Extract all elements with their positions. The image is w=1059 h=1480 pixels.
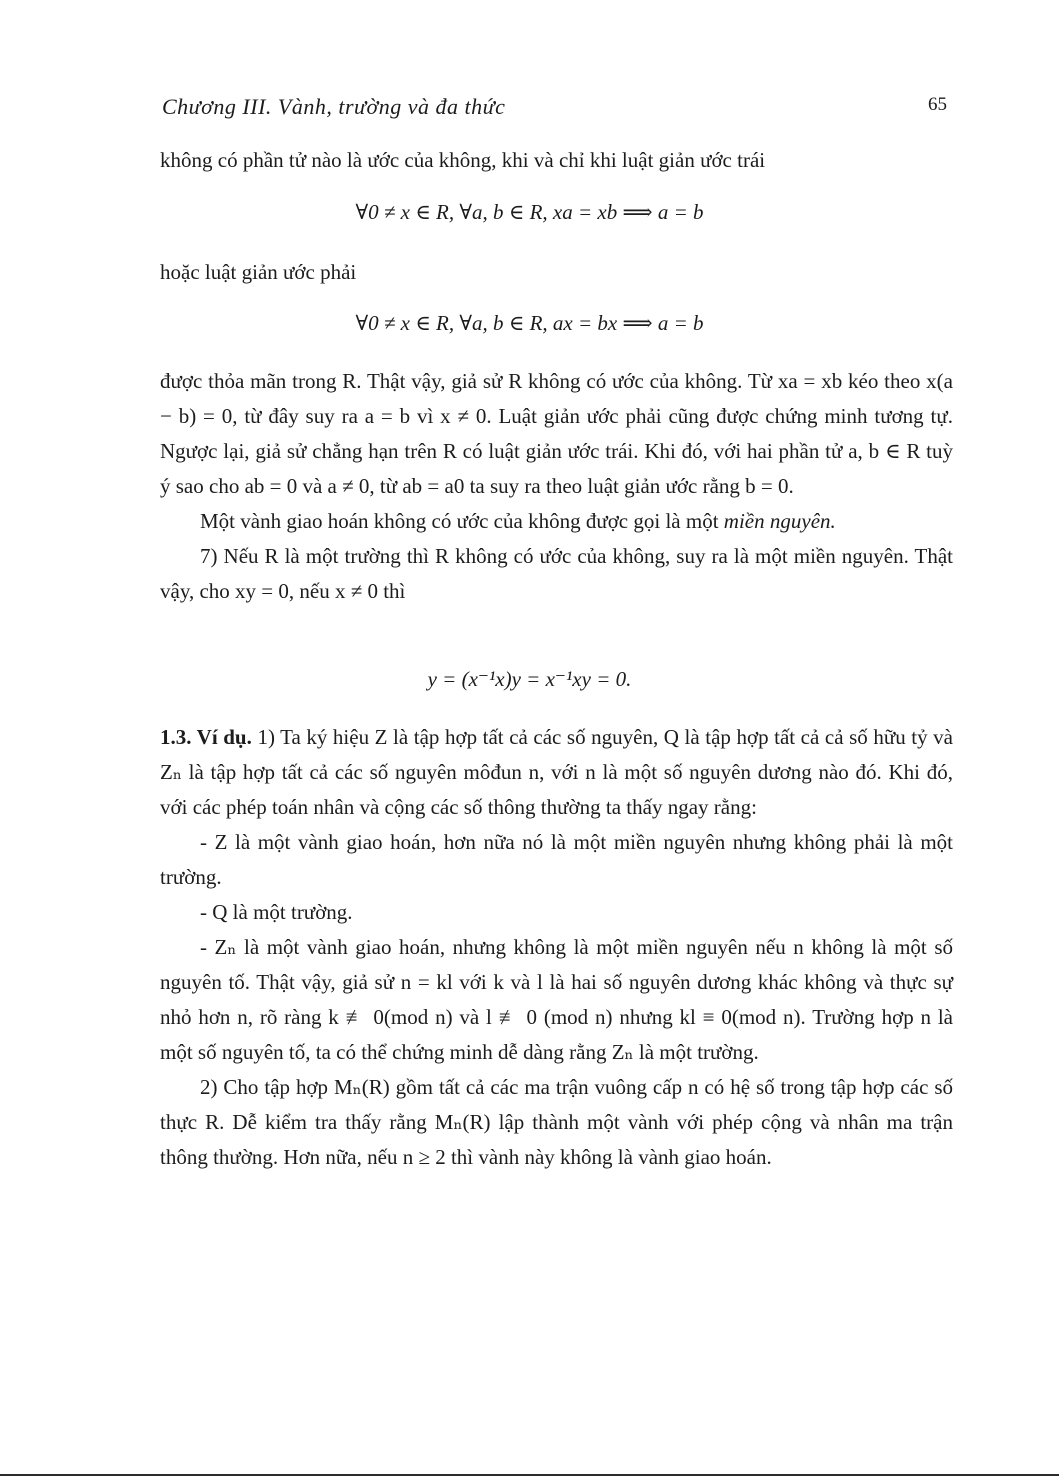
proof-paragraph: được thỏa mãn trong R. Thật vậy, giả sử R không có ước của không. Từ xa = xb kéo theo x(a − b) = 0, từ đây suy ra a = b vì x ≠ 0. Luật giản ước phải cũng được chứng minh tương tự. Ngược lại, giả sử chẳng hạn trên R có luật giản ước trái. Khi đó, với hai phần tử a, b ∈ R tuỳ ý sao cho ab = 0 và a ≠ 0, từ ab = a0 ta suy ra theo luật giản ước rằng b = 0. bbox=[160, 369, 953, 498]
or-text: hoặc luật giản ước phải bbox=[160, 260, 357, 284]
page-number: 65 bbox=[928, 94, 947, 115]
example-2-paragraph: 2) Cho tập hợp Mₙ(R) gồm tất cả các ma trận vuông cấp n có hệ số trong tập hợp các số thực R. Dễ kiểm tra thấy rằng Mₙ(R) lập thành một vành với phép cộng và nhân ma trận thông thường. Hơn nữa, nếu n ≥ 2 thì vành này không là vành giao hoán. bbox=[160, 1075, 953, 1169]
scan-bottom-edge bbox=[0, 1474, 1059, 1476]
bullet-integers: - Z là một vành giao hoán, hơn nữa nó là một miền nguyên nhưng không phải là một trường. bbox=[160, 830, 953, 889]
inverse-equation: y = (x⁻¹x)y = x⁻¹xy = 0. bbox=[427, 667, 632, 691]
main-body bbox=[160, 364, 953, 609]
example-heading: 1.3. Ví dụ. bbox=[160, 725, 252, 749]
left-cancellation-equation: ∀0 ≠ x ∈ R, ∀a, b ∈ R, xa = xb ⟹ a = b bbox=[355, 200, 704, 224]
integral-domain-definition bbox=[160, 504, 953, 539]
example-1-paragraph bbox=[160, 720, 953, 825]
examples-section bbox=[160, 720, 953, 1175]
item-7-paragraph: 7) Nếu R là một trường thì R không có ước của không, suy ra là một miền nguyên. Thật vậy, cho xy = 0, nếu x ≠ 0 thì bbox=[160, 544, 953, 603]
bullet-integers-mod-n: - Zₙ là một vành giao hoán, nhưng không là một miền nguyên nếu n không là một số nguyên tố. Thật vậy, giả sử n = kl với k và l là hai số nguyên dương khác không và thực sự nhỏ hơn n, rõ ràng k ≢ 0(mod n) và l ≢ 0 (mod n) nhưng kl ≡ 0(mod n). Trường hợp n là một số nguyên tố, ta có thể chứng minh dễ dàng rằng Zₙ là một trường. bbox=[160, 935, 953, 1064]
right-cancellation-equation: ∀0 ≠ x ∈ R, ∀a, b ∈ R, ax = bx ⟹ a = b bbox=[355, 311, 704, 335]
intro-text: không có phần tử nào là ước của không, khi và chỉ khi luật giản ước trái bbox=[160, 148, 766, 172]
chapter-header: Chương III. Vành, trường và đa thức bbox=[162, 94, 506, 119]
definition-term: miền nguyên. bbox=[723, 509, 836, 533]
or-line bbox=[160, 255, 953, 290]
definition-text: Một vành giao hoán không có ước của không được gọi là một bbox=[200, 509, 724, 533]
bullet-rationals: - Q là một trường. bbox=[200, 900, 353, 924]
intro-line bbox=[160, 143, 953, 178]
example-1-text: 1) Ta ký hiệu Z là tập hợp tất cả các số nguyên, Q là tập hợp tất cả cả số hữu tỷ và Zₙ là tập hợp tất cả các số nguyên môđun n, với n là một số nguyên dương nào đó. Khi đó, với các phép toán nhân và cộng các số thông thường ta thấy ngay rằng: bbox=[160, 725, 953, 819]
